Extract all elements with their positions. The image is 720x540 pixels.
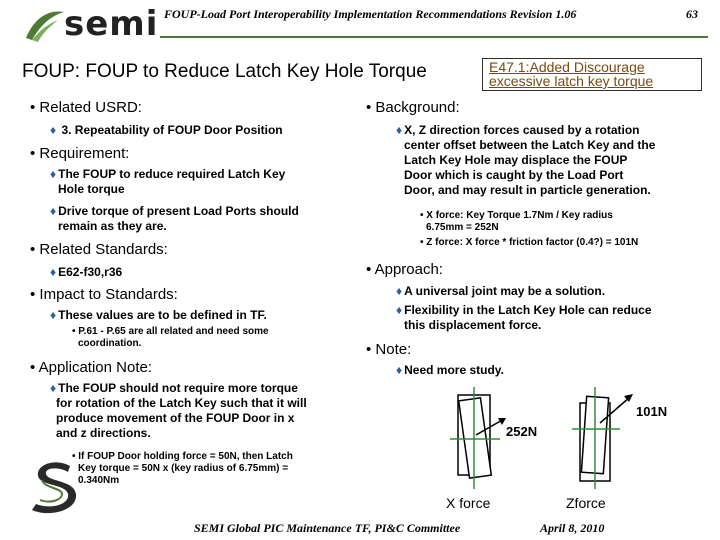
header-rule	[160, 36, 708, 38]
callout-line-2: excessive latch key torque	[489, 73, 654, 89]
application-note-line-4: and z directions.	[56, 426, 151, 440]
background-sub-1-line-1: • X force: Key Torque 1.7Nm / Key radius	[420, 210, 613, 221]
related-standards-heading: • Related Standards:	[30, 241, 168, 258]
diamond-bullet-icon: ♦	[396, 303, 403, 317]
semi-logo-text: semi	[64, 4, 159, 44]
requirement-item-1-line-1: The FOUP to reduce required Latch Key	[58, 167, 286, 181]
x-force-value: 252N	[506, 424, 538, 439]
related-usrd-item-text: 3. Repeatability of FOUP Door Position	[61, 123, 283, 137]
z-force-label: Zforce	[566, 495, 606, 511]
revision-callout	[482, 58, 702, 91]
background-sub-2: • Z force: X force * friction factor (0.4?) = 101N	[420, 237, 639, 248]
diamond-bullet-icon: ♦	[50, 265, 57, 279]
approach-heading: • Approach:	[366, 261, 443, 278]
background-line-1: X, Z direction forces caused by a rotation	[404, 123, 640, 137]
related-standards-item	[50, 265, 122, 280]
callout-line-1: E47.1:Added Discourage	[489, 59, 645, 75]
note-item-text: Need more study.	[404, 363, 504, 377]
diamond-bullet-icon: ♦	[50, 204, 57, 218]
requirement-item-1	[50, 167, 285, 197]
background-line-2: center offset between the Latch Key and the	[404, 138, 656, 152]
impact-subitem	[72, 326, 269, 350]
diamond-bullet-icon: ♦	[396, 123, 403, 137]
requirement-item-2-line-2: remain as they are.	[58, 219, 167, 233]
footer-committee: SEMI Global PIC Maintenance TF, PI&C Committee	[194, 521, 461, 535]
requirement-heading: • Requirement:	[30, 145, 130, 162]
application-note-line-3: produce movement of the FOUP Door in x	[56, 411, 295, 425]
background-sub-1-line-2: 6.75mm = 252N	[426, 222, 499, 233]
approach-item-2-line-1: Flexibility in the Latch Key Hole can reduce	[404, 303, 652, 317]
approach-item-1	[396, 284, 605, 299]
note-heading: • Note:	[366, 341, 412, 358]
x-force-diagram	[440, 385, 550, 495]
page-number: 63	[686, 7, 698, 21]
approach-item-1-text: A universal joint may be a solution.	[404, 284, 606, 298]
semi-logo-swoosh-icon	[22, 8, 66, 44]
background-heading: • Background:	[366, 99, 460, 116]
x-force-label: X force	[446, 495, 491, 511]
application-note-line-2: for rotation of the Latch Key such that it will	[56, 396, 307, 410]
requirement-item-2-line-1: Drive torque of present Load Ports should	[58, 204, 299, 218]
impact-subitem-line-2: coordination.	[78, 338, 142, 349]
background-line-5: Door, and may result in particle generation.	[404, 183, 651, 197]
diamond-bullet-icon: ♦	[396, 363, 403, 377]
requirement-item-2	[50, 204, 299, 234]
application-note-line-1: The FOUP should not require more torque	[58, 381, 298, 395]
note-item	[396, 363, 504, 378]
background-subitems	[420, 210, 638, 249]
diamond-bullet-icon: ♦	[50, 381, 57, 395]
related-usrd-item	[50, 123, 283, 138]
impact-item-text: These values are to be defined in TF.	[58, 308, 267, 322]
approach-item-2-line-2: this displacement force.	[404, 318, 542, 332]
application-note-sub-line-2: Key torque = 50N x (key radius of 6.75mm) =	[78, 463, 289, 474]
background-line-4: Door which is caught by the Load Port	[404, 168, 624, 182]
application-note-heading: • Application Note:	[30, 359, 152, 376]
z-force-value: 101N	[636, 404, 668, 419]
running-title: FOUP-Load Port Interoperability Implementation Recommendations Revision 1.06	[164, 7, 577, 21]
diamond-bullet-icon: ♦	[396, 284, 403, 298]
diamond-bullet-icon: ♦	[50, 123, 57, 137]
z-force-diagram	[558, 385, 668, 495]
background-line-3: Latch Key Hole may displace the FOUP	[404, 153, 628, 167]
impact-item	[50, 308, 267, 323]
slide-title: FOUP: FOUP to Reduce Latch Key Hole Torque	[22, 61, 427, 82]
background-item	[396, 123, 655, 198]
s-logo-icon	[26, 458, 82, 514]
application-note-sub-line-3: 0.340Nm	[78, 475, 120, 486]
application-note-subitem	[72, 451, 293, 487]
approach-item-2	[396, 303, 652, 333]
application-note-sub-line-1: • If FOUP Door holding force = 50N, then Latch	[72, 451, 293, 462]
related-usrd-heading: • Related USRD:	[30, 99, 142, 116]
footer-date: April 8, 2010	[540, 521, 605, 535]
impact-subitem-line-1: • P.61 - P.65 are all related and need some	[72, 326, 269, 337]
diamond-bullet-icon: ♦	[50, 167, 57, 181]
diamond-bullet-icon: ♦	[50, 308, 57, 322]
application-note-item	[50, 381, 307, 441]
requirement-item-1-line-2: Hole torque	[58, 182, 125, 196]
related-standards-item-text: E62-f30,r36	[58, 265, 123, 279]
impact-heading: • Impact to Standards:	[30, 286, 178, 303]
